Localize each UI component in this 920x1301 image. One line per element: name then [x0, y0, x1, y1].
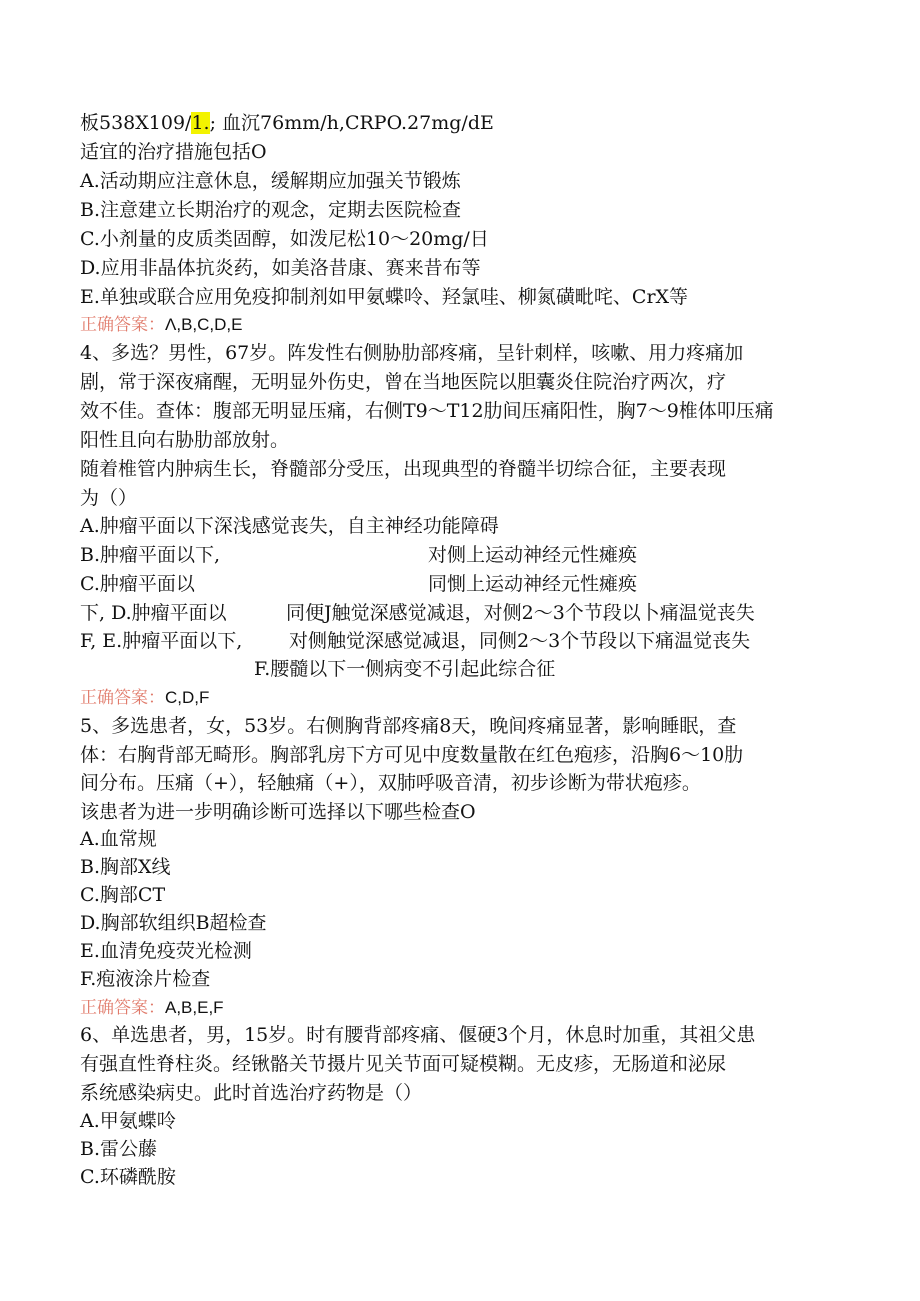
answer-line [80, 685, 209, 711]
q5-option-b: B.胸部X线 [80, 856, 171, 878]
option-e: E.单独或联合应用免疫抑制剂如甲氨蝶呤、羟氯哇、柳氮磺毗咤、CrX等 [80, 286, 689, 308]
q6-text-line: 有强直性脊柱炎。经锹骼关节摄片见关节面可疑模糊。无皮疹，无肠道和泌尿 [80, 1053, 727, 1075]
q6-option-a: A.甲氨蝶呤 [80, 1110, 176, 1132]
q4-text-line: 剧，常于深夜痛醒，无明显外伤史，曾在当地医院以胆囊炎住院治疗两次，疗 [80, 371, 727, 393]
q4-text-line: 阳性且向右胁肋部放射。 [80, 429, 290, 451]
q5-text-line: 间分布。压痛（+），轻触痛（+），双肺呼吸音清，初步诊断为带状疱疹。 [80, 772, 701, 794]
q4-option-b-left: B.肿瘤平面以下, [80, 544, 221, 566]
answer-value: A,B,E,F [165, 998, 224, 1017]
q6-option-b: B.雷公藤 [80, 1138, 158, 1160]
q5-option-a: A.血常规 [80, 828, 157, 850]
q5-option-d: D.胸部软组织B超检查 [80, 912, 267, 934]
q4-text-line: 效不佳。查体：腹部无明显压痛，右侧T9〜T12肋间压痛阳性，胸7〜9椎体叩压痛 [80, 400, 774, 422]
q5-text-line: 5、多选患者，女，53岁。右侧胸背部疼痛8天，晚间疼痛显著，影响睡眠，查 [80, 715, 737, 737]
answer-line [80, 995, 224, 1021]
q5-stem: 该患者为进一步明确诊断可选择以下哪些检查O [80, 801, 476, 823]
q5-option-e: E.血清免疫荧光检测 [80, 940, 252, 962]
q4-option-b-right: 对侧上运动神经元性瘫痪 [428, 544, 638, 566]
q4-text-line: 4、多选？男性，67岁。阵发性右侧胁肋部疼痛，呈针刺样，咳嗽、用力疼痛加 [80, 342, 744, 364]
answer-value: Λ,B,C,D,E [165, 315, 243, 334]
lab-text: 板538X109/ [80, 112, 192, 134]
highlighted-text: 1. [191, 112, 210, 134]
lab-text-rest: ; 血沉76mm/h,CRPO.27mg/dE [209, 112, 494, 134]
q5-option-c: C.胸部CT [80, 884, 166, 906]
q6-option-c: C.环磷酰胺 [80, 1166, 176, 1188]
q6-text-line: 6、单选患者，男，15岁。时有腰背部疼痛、偃硬3个月，休息时加重，其祖父患 [80, 1024, 756, 1046]
q4-option-e-right: 对侧触觉深感觉减退，同侧2〜3个节段以下痛温觉丧失 [289, 630, 751, 652]
answer-value: C,D,F [165, 688, 210, 707]
option-a: A.活动期应注意休息，缓解期应加强关节锻炼 [80, 170, 461, 192]
q5-text-line: 体：右胸背部无畸形。胸部乳房下方可见中度数量散在红色疱疹，沿胸6〜10肋 [80, 744, 744, 766]
q4-option-a: A.肿瘤平面以下深浅感觉丧失，自主神经功能障碍 [80, 515, 499, 537]
option-b: B.注意建立长期治疗的观念，定期去医院检查 [80, 199, 462, 221]
question-stem: 适宜的治疗措施包括O [80, 141, 267, 163]
q4-option-c-left: C.肿瘤平面以 [80, 573, 195, 595]
answer-label: 正确答案： [80, 315, 165, 335]
q4-text-line: 随着椎管内肿病生长，脊髓部分受压，出现典型的脊髓半切综合征，主要表现 [80, 458, 727, 480]
option-c: C.小剂量的皮质类固醇，如泼尼松10〜20mg/日 [80, 228, 489, 250]
q4-option-c-right: 同惻上运动神经元性瘫痪 [428, 573, 638, 595]
q6-text-line: 系统感染病史。此时首选治疗药物是（） [80, 1082, 423, 1104]
q4-option-f: F.腰髓以下一侧病变不引起此综合征 [254, 658, 556, 680]
q4-option-d-left: 下, D.肿瘤平面以 [80, 602, 227, 624]
answer-label: 正确答案： [80, 688, 165, 708]
q4-option-e-left: F, E.肿瘤平面以下, [80, 630, 243, 652]
q5-option-f: F.疱液涂片检查 [80, 968, 211, 990]
lab-results-line [80, 110, 494, 136]
q4-option-d-right: 同便J触觉深感觉减退，对侧2〜3个节段以卜痛温觉丧失 [286, 602, 755, 624]
option-d: D.应用非晶体抗炎药，如美洛昔康、赛来昔布等 [80, 257, 481, 279]
answer-line [80, 312, 242, 338]
answer-label: 正确答案： [80, 998, 165, 1018]
q4-text-line: 为（） [80, 487, 138, 509]
